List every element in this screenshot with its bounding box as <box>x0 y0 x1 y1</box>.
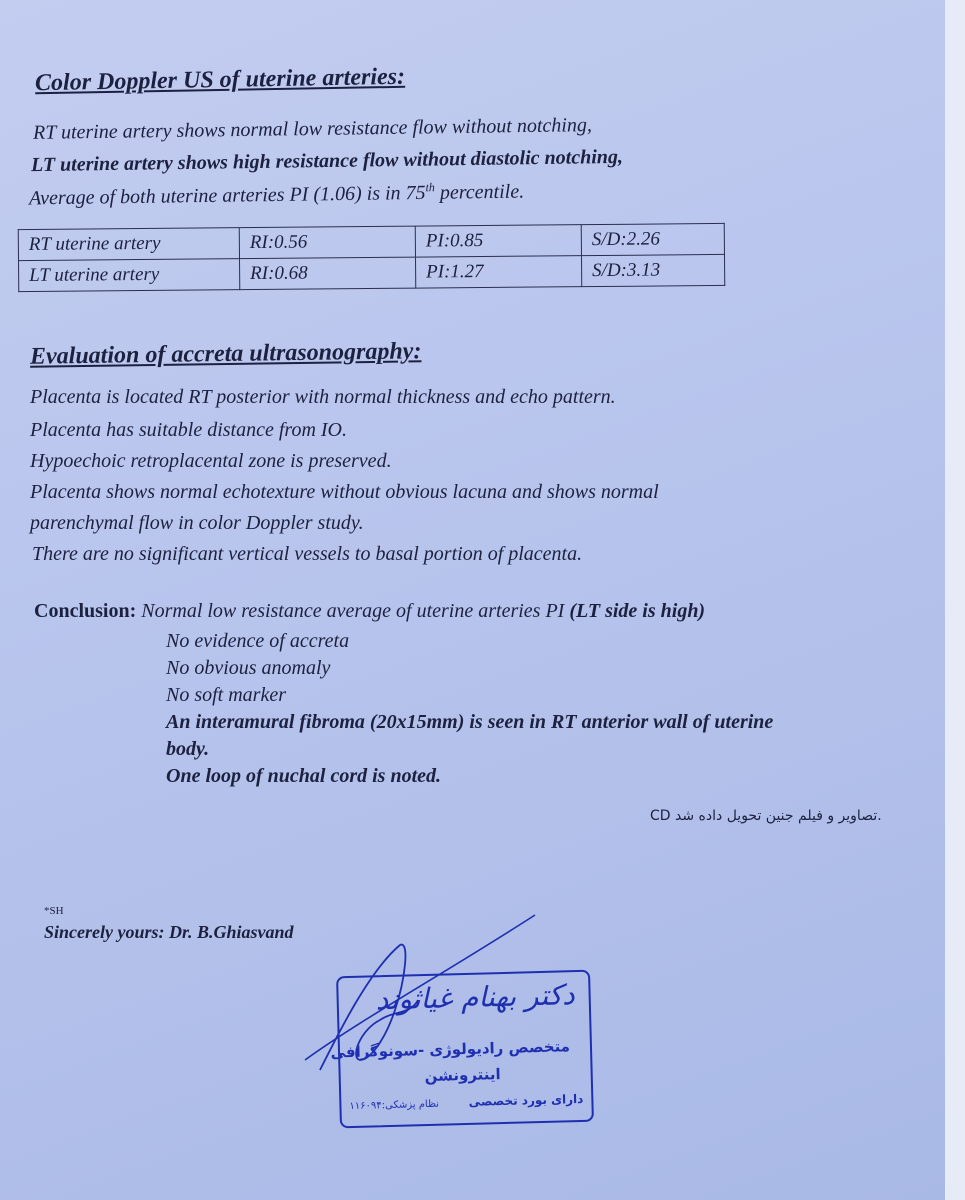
conclusion-item: One loop of nuchal cord is noted. <box>166 765 442 787</box>
accreta-line: There are no significant vertical vessels to basal portion of placenta. <box>32 543 583 565</box>
conclusion-line <box>34 600 705 623</box>
signoff: Sincerely yours: Dr. B.Ghiasvand <box>44 922 294 942</box>
superscript: th <box>425 180 435 195</box>
table-cell: LT uterine artery <box>19 259 240 292</box>
accreta-heading: Evaluation of accreta ultrasonography: <box>29 338 422 370</box>
table-cell: S/D:2.26 <box>581 223 724 255</box>
table-cell: RT uterine artery <box>18 228 239 261</box>
stamp-specialty: متخصص رادیولوژی -سونوگرافی <box>330 1037 571 1062</box>
uterine-artery-table <box>18 223 726 292</box>
page-edge <box>945 0 965 1200</box>
stamp-license: نظام پزشکی:۱۱۶۰۹۴ <box>349 1098 440 1113</box>
table-cell: PI:1.27 <box>415 256 581 288</box>
cd-note: CD تصاویر و فیلم جنین تحویل داده شد. <box>650 808 882 824</box>
stamp-board: دارای بورد تخصصی <box>468 1091 584 1109</box>
stamp-sub: اینترونشن <box>424 1065 501 1086</box>
table-row <box>19 254 725 291</box>
conclusion-bold: (LT side is high) <box>569 600 706 622</box>
stamp-name: دکتر بهنام غیاثوند <box>375 978 576 1017</box>
doppler-heading: Color Doppler US of uterine arteries: <box>34 63 406 97</box>
accreta-line: Placenta shows normal echotexture without obvious lacuna and shows normal <box>30 481 659 503</box>
initials: *SH <box>44 905 64 917</box>
accreta-line: parenchymal flow in color Doppler study. <box>30 512 364 534</box>
conclusion-item: No obvious anomaly <box>166 657 331 679</box>
conclusion-item: No soft marker <box>166 684 286 706</box>
conclusion-text: Normal low resistance average of uterine arteries PI <box>141 600 570 622</box>
conclusion-item: No evidence of accreta <box>166 630 350 652</box>
doppler-line-2: LT uterine artery shows high resistance flow without diastolic notching, <box>30 145 624 177</box>
table-cell: RI:0.56 <box>239 226 415 259</box>
table-cell: PI:0.85 <box>415 225 581 257</box>
pi-text: Average of both uterine arteries PI (1.06) is in 75 <box>28 181 426 210</box>
percentile-text: percentile. <box>434 180 525 204</box>
accreta-line: Placenta has suitable distance from IO. <box>30 419 347 441</box>
accreta-line: Placenta is located RT posterior with normal thickness and echo pattern. <box>30 386 616 408</box>
table-cell: RI:0.68 <box>240 257 416 290</box>
accreta-line: Hypoechoic retroplacental zone is preserved. <box>30 450 392 472</box>
conclusion-label: Conclusion: <box>34 600 137 622</box>
table-cell: S/D:3.13 <box>581 254 724 286</box>
signature-icon <box>300 910 560 1090</box>
doppler-line-1: RT uterine artery shows normal low resistance flow without notching, <box>32 114 593 144</box>
conclusion-item: body. <box>166 738 210 760</box>
conclusion-item: An interamural fibroma (20x15mm) is seen in RT anterior wall of uterine <box>166 711 774 733</box>
